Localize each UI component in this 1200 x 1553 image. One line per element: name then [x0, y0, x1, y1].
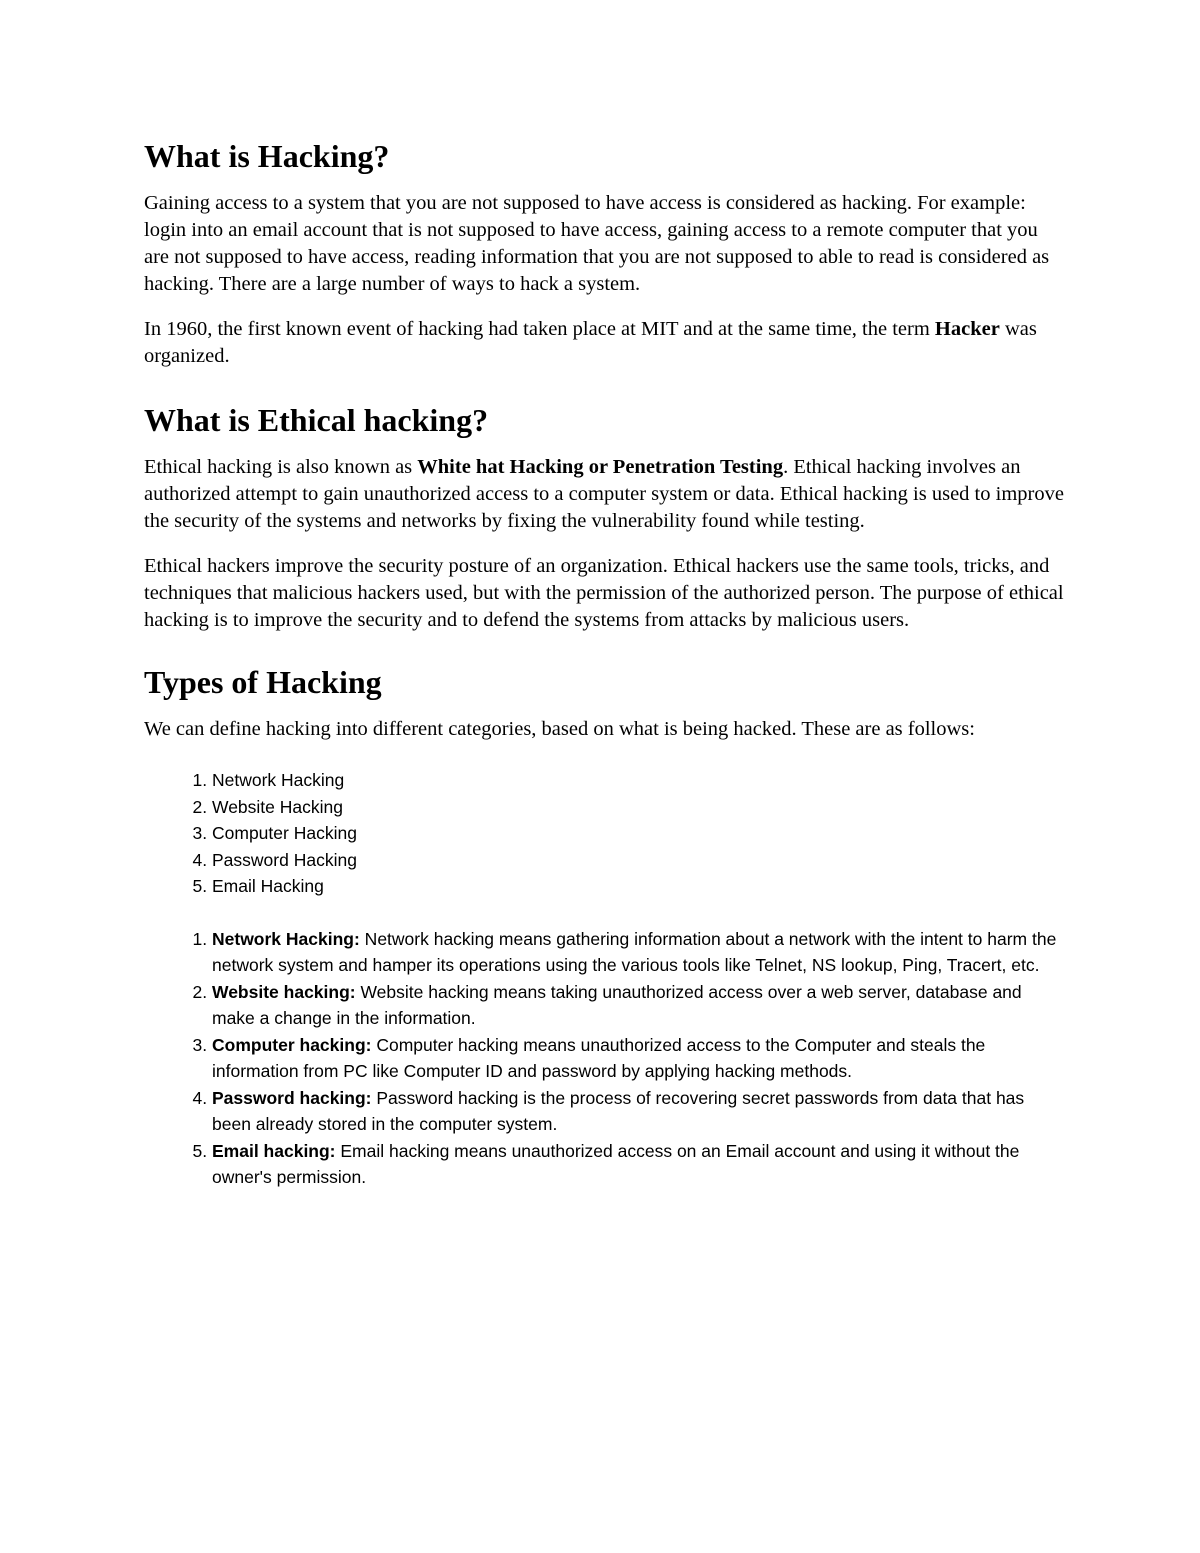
text-span: was organized. [144, 318, 1037, 367]
text-span: In 1960, the first known event of hacking had taken place at MIT and at the same time, the term [144, 318, 935, 340]
hacking-details-list [144, 926, 1064, 1191]
list-item [212, 1032, 1064, 1085]
paragraph-ethical-definition [144, 454, 1064, 535]
hacking-types-list [144, 767, 1064, 900]
paragraph-ethical-hackers: Ethical hackers improve the security posture of an organization. Ethical hackers use the same tools, tricks, and techniques that malicious hackers used, but with the permission of the authorized person. The purpose of ethical hacking is to improve the security and to defend the systems from attacks by malicious users. [144, 555, 1064, 631]
detail-term: Website hacking: [212, 981, 356, 1002]
list-item: 3. Computer Hacking [212, 820, 1064, 847]
detail-term: Password hacking: [212, 1087, 372, 1108]
paragraph-hacking-history [144, 316, 1064, 370]
list-item: 5. Email Hacking [212, 873, 1064, 900]
paragraph-types-intro: We can define hacking into different categories, based on what is being hacked. These are as follows: [144, 718, 975, 740]
list-item [212, 926, 1064, 979]
detail-description: Network hacking means gathering information about a network with the intent to harm the network system and hamper its operations using the various tools like Telnet, NS lookup, Ping, Tracert, etc. [212, 928, 1057, 975]
text-span: . Ethical hacking involves an authorized attempt to gain unauthorized access to a computer system or data. Ethical hacking is used to improve the security of the systems and networks by fixing the vulnerability found while testing. [144, 456, 1064, 532]
heading-types-of-hacking: Types of Hacking [144, 664, 382, 700]
detail-term: Network Hacking: [212, 928, 360, 949]
heading-ethical-hacking: What is Ethical hacking? [144, 402, 489, 438]
bold-term-white-hat: White hat Hacking or Penetration Testing [417, 456, 784, 478]
detail-description: Computer hacking means unauthorized access to the Computer and steals the information from PC like Computer ID and password by applying hacking methods. [212, 1034, 986, 1081]
detail-description: Password hacking is the process of recovering secret passwords from data that has been already stored in the computer system. [212, 1087, 1025, 1134]
bold-term-hacker: Hacker [934, 318, 1000, 340]
paragraph-hacking-definition: Gaining access to a system that you are not supposed to have access is considered as hacking. For example: login into an email account that is not supposed to have access, gaining access to a remote computer that you are not supposed to have access, reading information that you are not supposed to able to read is considered as hacking. There are a large number of ways to hack a system. [144, 192, 1050, 295]
list-item [212, 1085, 1064, 1138]
detail-term: Computer hacking: [212, 1034, 372, 1055]
list-item: 2. Website Hacking [212, 794, 1064, 821]
heading-what-is-hacking: What is Hacking? [144, 138, 390, 174]
detail-term: Email hacking: [212, 1140, 336, 1161]
list-item: 1. Network Hacking [212, 767, 1064, 794]
detail-description: Email hacking means unauthorized access on an Email account and using it without the owner's permission. [212, 1140, 1020, 1187]
text-span: Ethical hacking is also known as [144, 456, 418, 478]
list-item [212, 979, 1064, 1032]
list-item: 4. Password Hacking [212, 847, 1064, 874]
list-item [212, 1138, 1064, 1191]
detail-description: Website hacking means taking unauthorized access over a web server, database and make a change in the information. [212, 981, 1022, 1028]
document-page [144, 136, 1064, 1191]
